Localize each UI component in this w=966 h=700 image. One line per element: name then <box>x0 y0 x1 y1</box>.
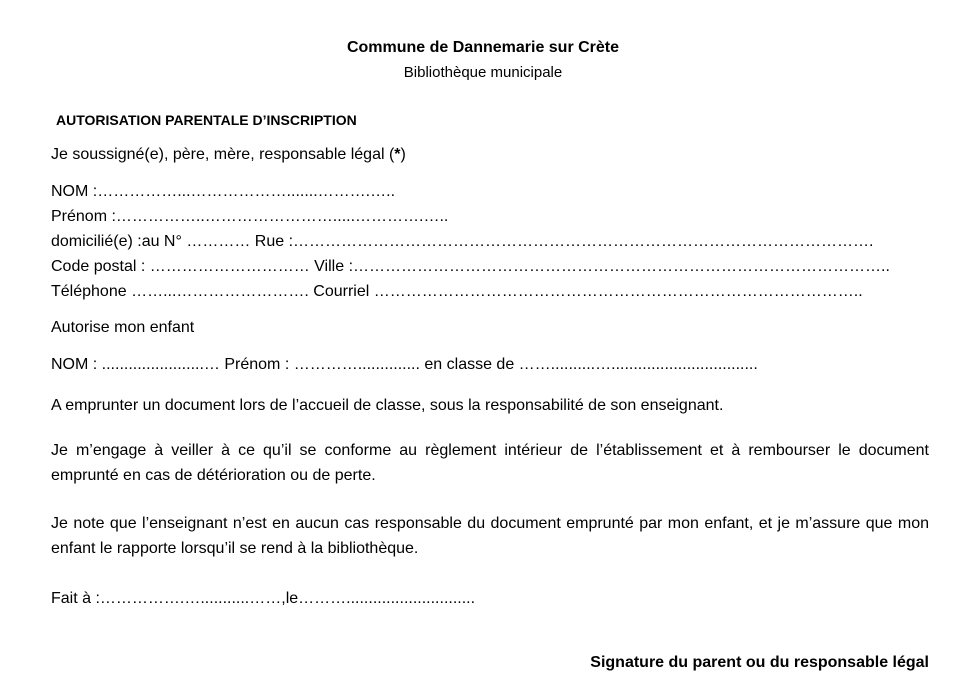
intro-text: Je soussigné(e), père, mère, responsable légal ( <box>51 146 395 163</box>
commitment-paragraph: Je m’engage à veiller à ce qu’il se conforme au règlement intérieur de l’établissement et à rembourser le document emprunté en cas de détérioration ou de perte. <box>51 442 929 484</box>
form-title: AUTORISATION PARENTALE D’INSCRIPTION <box>56 112 357 128</box>
authorise-label: Autorise mon enfant <box>51 319 195 336</box>
intro-statement <box>51 147 406 163</box>
parent-postal-city-field: Code postal : ………………………… Ville :……………………………………………………………………………………….. <box>51 258 890 275</box>
place-date-field: Fait à :…………….…...........……,le………............................. <box>51 590 476 607</box>
asterisk-note: * <box>394 146 401 163</box>
parent-firstname-field: Prénom :……………..…………………….....………….….. <box>51 208 449 225</box>
borrowing-paragraph: A emprunter un document lors de l’accueil de classe, sous la responsabilité de son enseignant. <box>51 397 724 414</box>
parent-address-field: domicilié(e) :au N° ………… Rue :………………………………………………………………………………………………. <box>51 233 874 250</box>
parent-name-field: NOM :……………...……………….......……….….. <box>51 183 396 200</box>
parent-phone-email-field: Téléphone ……...……………………. Courriel ……………………………………………………………………………….. <box>51 283 863 300</box>
responsibility-paragraph: Je note que l’enseignant n’est en aucun cas responsable du document emprunté par mon enfant, et je m’assure que mon enfant le rapporte lorsqu’il se rend à la bibliothèque. <box>51 515 929 557</box>
library-subtitle: Bibliothèque municipale <box>403 64 563 81</box>
commune-title: Commune de Dannemarie sur Crète <box>346 39 620 56</box>
child-fields: NOM : .......................… Prénom : ………….............. en classe de ……..........…................................. <box>51 356 758 373</box>
intro-close: ) <box>400 146 406 163</box>
signature-label: Signature du parent ou du responsable légal <box>590 654 929 671</box>
